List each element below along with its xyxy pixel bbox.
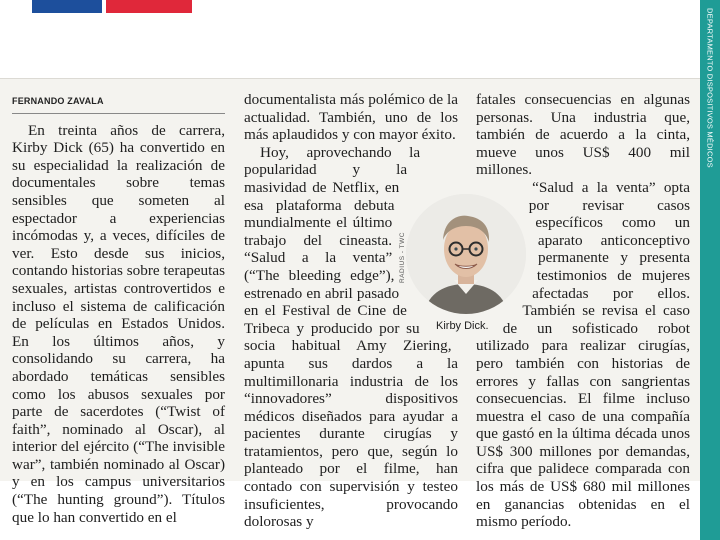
photo-caption: Kirby Dick. bbox=[436, 320, 489, 332]
article-paragraph-text: “Salud a la venta” opta por revisar casos específicos como un aparato anticonceptivo permanente y presenta testimonios de mujeres afectadas por ellos. También se revisa el caso de un sofisticado robot utilizado para realizar cirugías, pero también con historias de errores y fallas con sangrientas consecuencias. El filme incluso muestra el caso de una compañía que gastó en la última década unos US$ 300 millones por demandas, cifra que palidece comparada con los más de US$ 680 mil millones en ganancias obtenidas en el mismo período. bbox=[476, 178, 690, 531]
flag-red-bar bbox=[106, 0, 192, 13]
byline: FERNANDO ZAVALA bbox=[12, 93, 225, 114]
photo-credit: RADIUS - TWC bbox=[399, 232, 406, 284]
side-band bbox=[700, 0, 720, 540]
newspaper-clipping bbox=[0, 78, 700, 531]
article-paragraph-text: Hoy, aprovechando la popularidad y la masividad de Netflix, en esa plataforma debuta mundialmente el último trabajo del cineasta. “Salud a la venta” (“The bleeding edge”), estrenado en abril pasado en el Festival de Cine de Tribeca y producido por su socia habitual Amy Ziering, apunta sus dardos a la multimillonaria industria de los “innovadores” dispositivos médicos diseñados para ayudar a pacientes durante cirugías y tratamientos, pero que, según lo planteado por el filme, han contado con supervisión y testeo insuficientes, provocando dolorosas y bbox=[244, 143, 458, 531]
article-column-1 bbox=[12, 93, 225, 526]
article-paragraph: En treinta años de carrera, Kirby Dick (65) ha convertido en su especialidad la realización de documentales sobre temas sensibles que someten al espectador a experiencias incómodas y, a veces, difíciles de ver. Esto desde sus inicios, contando historias sobre terapeutas sexuales, artistas controvertidos e incluso el sistema de calificación de películas en Estados Unidos. En los últimos años, y consolidando su carrera, ha abordado temáticas sensibles como los abusos sexuales por parte de sacerdotes (“Twist of faith”, nominado al Oscar), al interior del ejército (“The invisible war”, también nominado al Oscar) y en los campus universitarios (“The hunting ground”). Títulos que lo han convertido en el bbox=[12, 121, 225, 526]
portrait-illustration bbox=[406, 194, 526, 314]
flag-blue-bar bbox=[32, 0, 102, 13]
portrait-photo-block bbox=[400, 194, 536, 339]
portrait-photo bbox=[406, 194, 526, 314]
article-paragraph: documentalista más polémico de la actualidad. También, uno de los más aplaudidos y con mayor éxito. bbox=[244, 91, 458, 144]
article-paragraph: fatales consecuencias en algunas personas. Una industria que, también de acuerdo a la cinta, mueve unos US$ 400 mil millones. bbox=[476, 91, 690, 179]
side-label: DEPARTAMENTO DISPOSITIVOS MÉDICOS bbox=[705, 8, 715, 168]
